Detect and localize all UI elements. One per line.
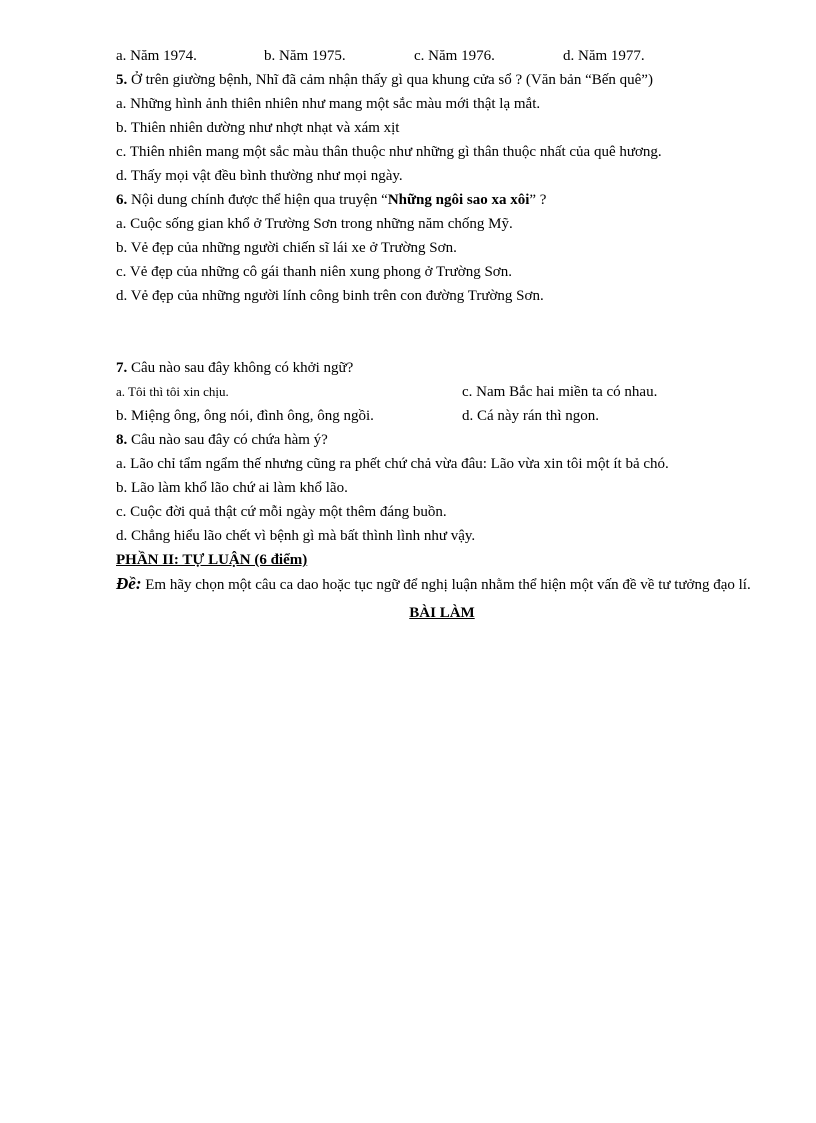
blank-space — [116, 308, 758, 356]
q6-question — [116, 188, 758, 212]
q5-number: 5. — [116, 72, 128, 88]
part2-title: PHẦN II: TỰ LUẬN (6 điểm) — [116, 552, 308, 568]
de-label: Đề: — [116, 574, 142, 593]
q7-option-b: b. Miệng ông, ông nói, đình ông, ông ngồi. — [116, 408, 374, 424]
q6-option-a: a. Cuộc sống gian khổ ở Trường Sơn trong những năm chống Mỹ. — [116, 216, 513, 232]
q6-text-before: Nội dung chính được thể hiện qua truyện “ — [127, 192, 388, 208]
q7-number: 7. — [116, 360, 128, 376]
q8-option-a: a. Lão chỉ tẩm ngẩm thế nhưng cũng ra phết chứ chả vừa đâu: Lão vừa xin tôi một ít bả chó. — [116, 456, 669, 472]
q7-option-c: c. Nam Bắc hai miền ta có nhau. — [462, 384, 658, 400]
q7-options-row-2 — [116, 404, 758, 428]
q7-question — [116, 356, 758, 380]
q6-option-c: c. Vẻ đẹp của những cô gái thanh niên xung phong ở Trường Sơn. — [116, 264, 512, 280]
q7-option-d: d. Cá này rán thì ngon. — [462, 408, 600, 424]
q4-option-b: b. Năm 1975. — [264, 48, 346, 64]
q8-text: Câu nào sau đây có chứa hàm ý? — [127, 432, 328, 448]
q5-option-b: b. Thiên nhiên dường như nhợt nhạt và xám xịt — [116, 120, 400, 136]
q4-option-d: d. Năm 1977. — [563, 48, 645, 64]
part2-heading — [116, 548, 758, 572]
q8-option-b: b. Lão làm khổ lão chứ ai làm khổ lão. — [116, 480, 348, 496]
q5-option-c: c. Thiên nhiên mang một sắc màu thân thuộc như những gì thân thuộc nhất của quê hương. — [116, 144, 662, 160]
q6-number: 6. — [116, 192, 128, 208]
de-text: Em hãy chọn một câu ca dao hoặc tục ngữ để nghị luận nhằm thể hiện một vấn đề về tư tưởng đạo lí. — [141, 577, 751, 593]
q5-option-d: d. Thấy mọi vật đều bình thường như mọi ngày. — [116, 168, 403, 184]
q6-option-d: d. Vẻ đẹp của những người lính công binh trên con đường Trường Sơn. — [116, 288, 544, 304]
q4-options — [116, 44, 758, 68]
q6-story-title: Những ngôi sao xa xôi — [387, 192, 530, 208]
q8-option-c: c. Cuộc đời quả thật cứ mỗi ngày một thêm đáng buồn. — [116, 504, 447, 520]
q8-number: 8. — [116, 432, 128, 448]
q5-question — [116, 68, 758, 92]
q8-option-d: d. Chẳng hiểu lão chết vì bệnh gì mà bất thình lình như vậy. — [116, 528, 476, 544]
q7-option-a: a. Tôi thì tôi xin chịu. — [116, 384, 229, 399]
document-page — [116, 44, 758, 625]
q5-text: Ở trên giường bệnh, Nhĩ đã cảm nhận thấy gì qua khung cửa sổ ? (Văn bản “Bến quê”) — [127, 72, 653, 88]
bai-lam-heading: BÀI LÀM — [409, 605, 475, 621]
q5-option-a: a. Những hình ảnh thiên nhiên như mang một sắc màu mới thật lạ mắt. — [116, 96, 541, 112]
q6-text-after: ” ? — [529, 192, 547, 208]
q4-option-c: c. Năm 1976. — [414, 48, 495, 64]
q8-question — [116, 428, 758, 452]
q7-text: Câu nào sau đây không có khởi ngữ? — [127, 360, 354, 376]
essay-prompt — [116, 572, 758, 597]
q7-options-row-1 — [116, 380, 758, 404]
q4-option-a: a. Năm 1974. — [116, 48, 197, 64]
q6-option-b: b. Vẻ đẹp của những người chiến sĩ lái xe ở Trường Sơn. — [116, 240, 457, 256]
